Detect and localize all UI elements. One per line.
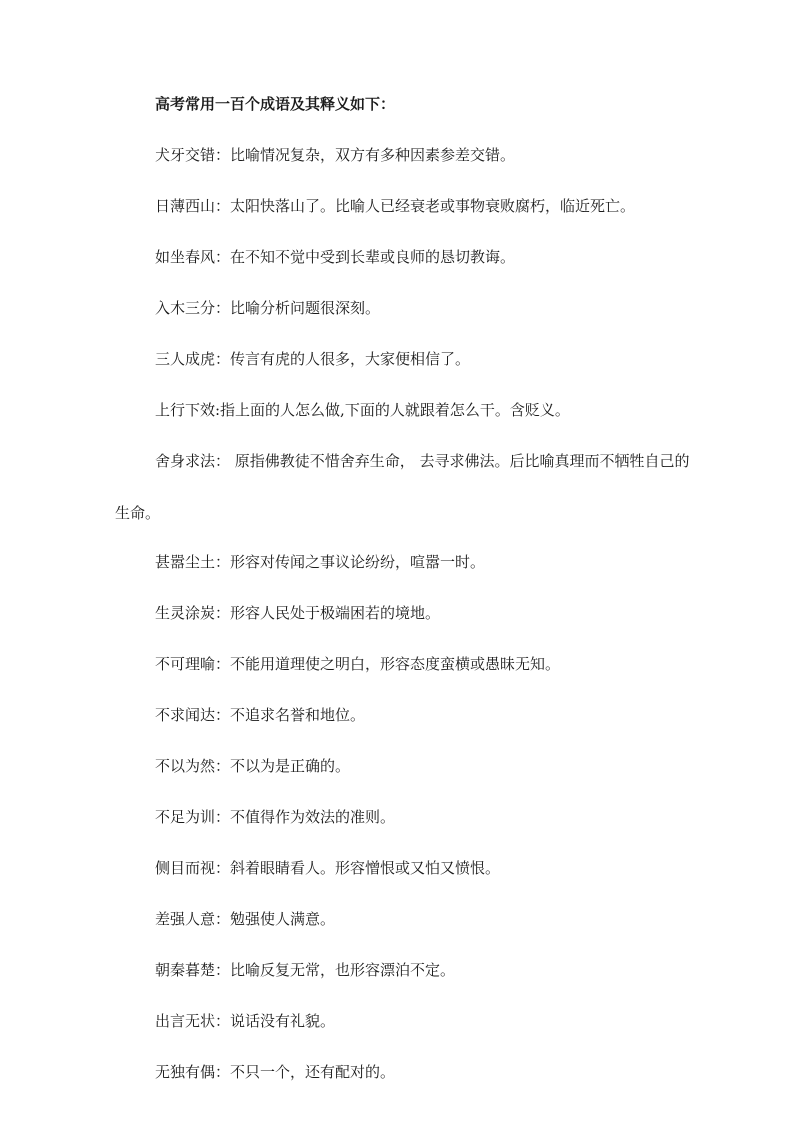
idiom-entry: 日薄西山：太阳快落山了。比喻人已经衰老或事物衰败腐朽，临近死亡。	[155, 197, 636, 215]
idiom-entry: 三人成虎：传言有虎的人很多，大家便相信了。	[155, 350, 471, 368]
idiom-entry: 出言无状：说话没有礼貌。	[155, 1012, 336, 1030]
idiom-entry: 差强人意：勉强使人满意。	[155, 910, 336, 928]
idiom-entry: 侧目而视：斜着眼睛看人。形容憎恨或又怕又愤恨。	[155, 859, 501, 877]
idiom-entry: 不以为然：不以为是正确的。	[155, 757, 351, 775]
idiom-entry: 生灵涂炭：形容人民处于极端困若的境地。	[155, 604, 441, 622]
idiom-entry: 不可理喻：不能用道理使之明白，形容态度蛮横或愚昧无知。	[155, 655, 561, 673]
idiom-entry: 朝秦暮楚：比喻反复无常，也形容漂泊不定。	[155, 961, 456, 979]
idiom-entry: 入木三分：比喻分析问题很深刻。	[155, 299, 381, 317]
idiom-entry: 甚嚣尘土：形容对传闻之事议论纷纷，喧嚣一时。	[155, 553, 486, 571]
idiom-entry: 不求闻达：不追求名誉和地位。	[155, 706, 366, 724]
idiom-entry: 如坐春风：在不知不觉中受到长辈或良师的恳切教诲。	[155, 248, 516, 266]
document-title: 高考常用一百个成语及其释义如下：	[155, 95, 396, 113]
idiom-entry: 犬牙交错：比喻情况复杂，双方有多种因素参差交错。	[155, 146, 516, 164]
idiom-entry: 上行下效:指上面的人怎么做,下面的人就跟着怎么干。含贬义。	[155, 401, 570, 419]
idiom-entry: 舍身求法： 原指佛教徒不惜舍弃生命， 去寻求佛法。后比喻真理而不牺牲自己的生命。	[115, 452, 690, 522]
idiom-entry: 无独有偶：不只一个，还有配对的。	[155, 1063, 396, 1081]
idiom-entry: 不足为训：不值得作为效法的准则。	[155, 808, 396, 826]
